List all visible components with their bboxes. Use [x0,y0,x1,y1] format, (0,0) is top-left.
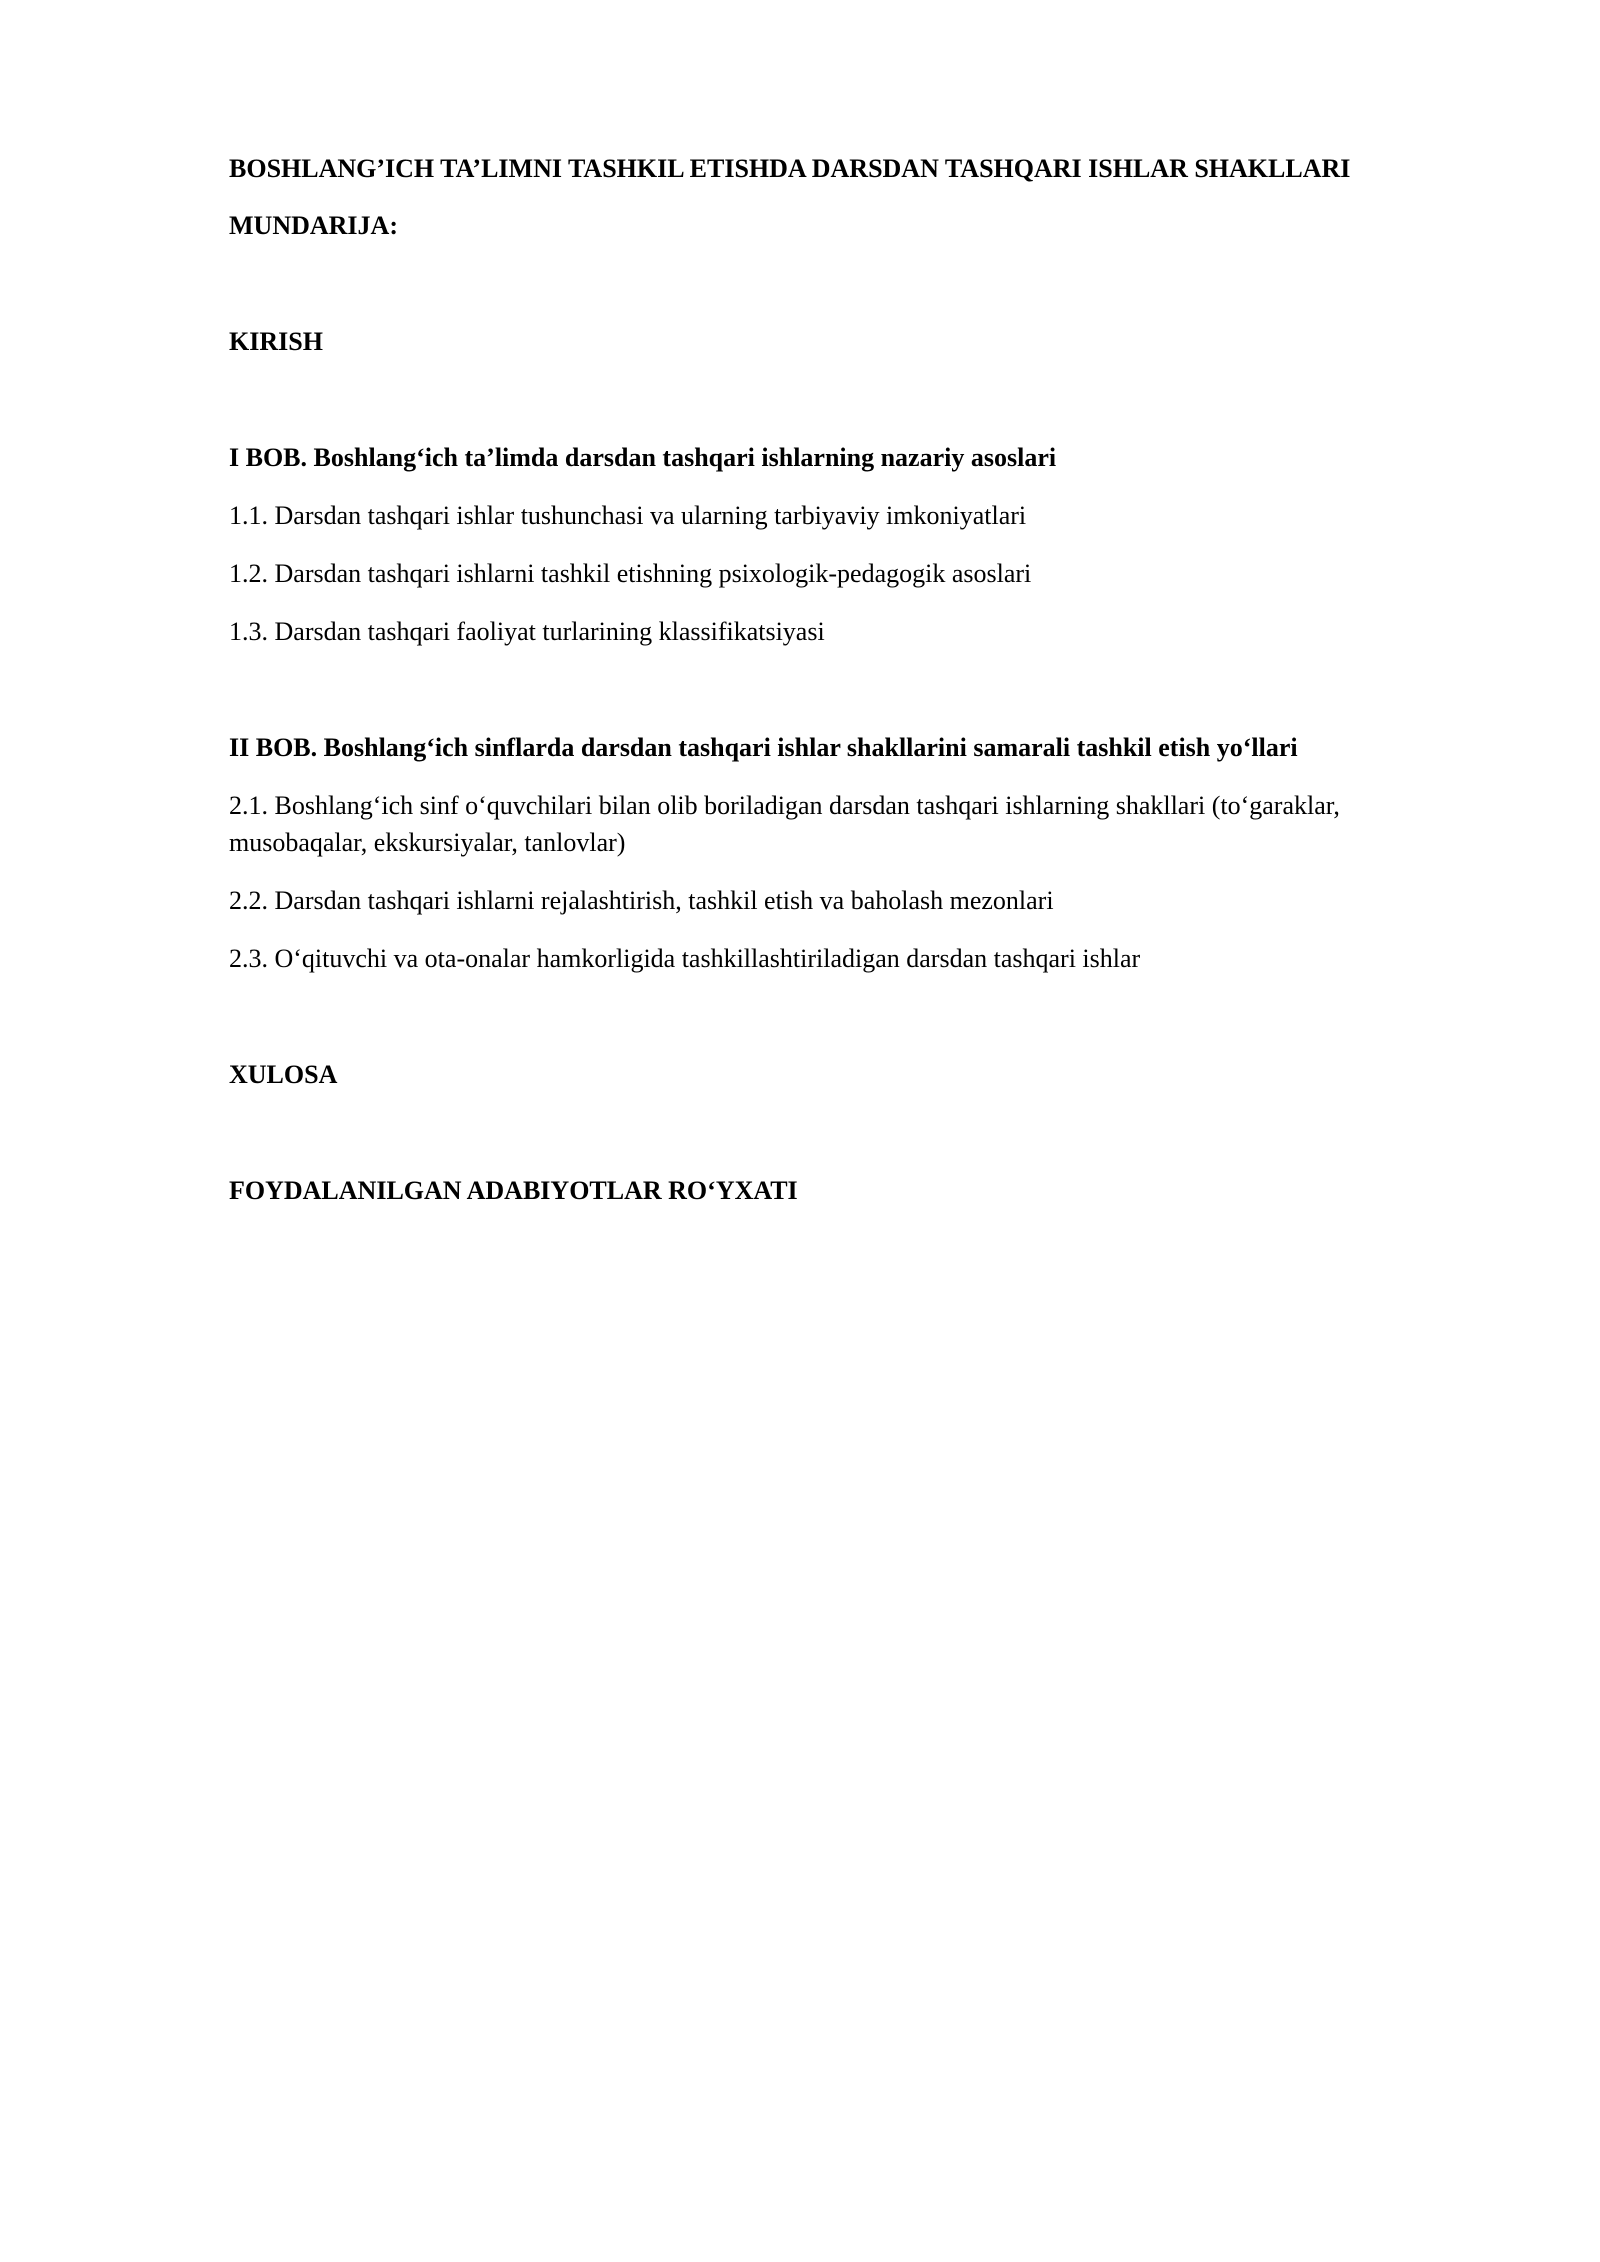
toc-item-2-2: 2.2. Darsdan tashqari ishlarni rejalashtirish, tashkil etish va baholash mezonlari [229,886,1054,915]
toc-conclusion: XULOSA [229,1060,338,1089]
toc-chapter-2-heading: II BOB. Boshlang‘ich sinflarda darsdan tashqari ishlar shakllarini samarali tashkil etish yo‘llari [229,733,1298,762]
toc-item-2-3: 2.3. O‘qituvchi va ota-onalar hamkorligida tashkillashtiriladigan darsdan tashqari ishlar [229,944,1141,973]
document-title: BOSHLANG’ICH TA’LIMNI TASHKIL ETISHDA DARSDAN TASHQARI ISHLAR SHAKLLARI [229,154,1351,183]
toc-item-1-1: 1.1. Darsdan tashqari ishlar tushunchasi va ularning tarbiyaviy imkoniyatlari [229,501,1027,530]
toc-chapter-1-heading: I BOB. Boshlang‘ich ta’limda darsdan tashqari ishlarning nazariy asoslari [229,443,1057,472]
toc-references: FOYDALANILGAN ADABIYOTLAR RO‘YXATI [229,1176,798,1205]
toc-introduction: KIRISH [229,327,323,356]
toc-heading: MUNDARIJA: [229,211,398,240]
toc-item-1-3: 1.3. Darsdan tashqari faoliyat turlarining klassifikatsiyasi [229,617,825,646]
toc-item-2-1: 2.1. Boshlang‘ich sinf o‘quvchilari bilan olib boriladigan darsdan tashqari ishlarning shakllari (to‘garaklar, musobaqalar, ekskursiyalar, tanlovlar) [229,791,1340,857]
document-content [229,150,1469,1209]
toc-item-1-2: 1.2. Darsdan tashqari ishlarni tashkil etishning psixologik-pedagogik asoslari [229,559,1032,588]
